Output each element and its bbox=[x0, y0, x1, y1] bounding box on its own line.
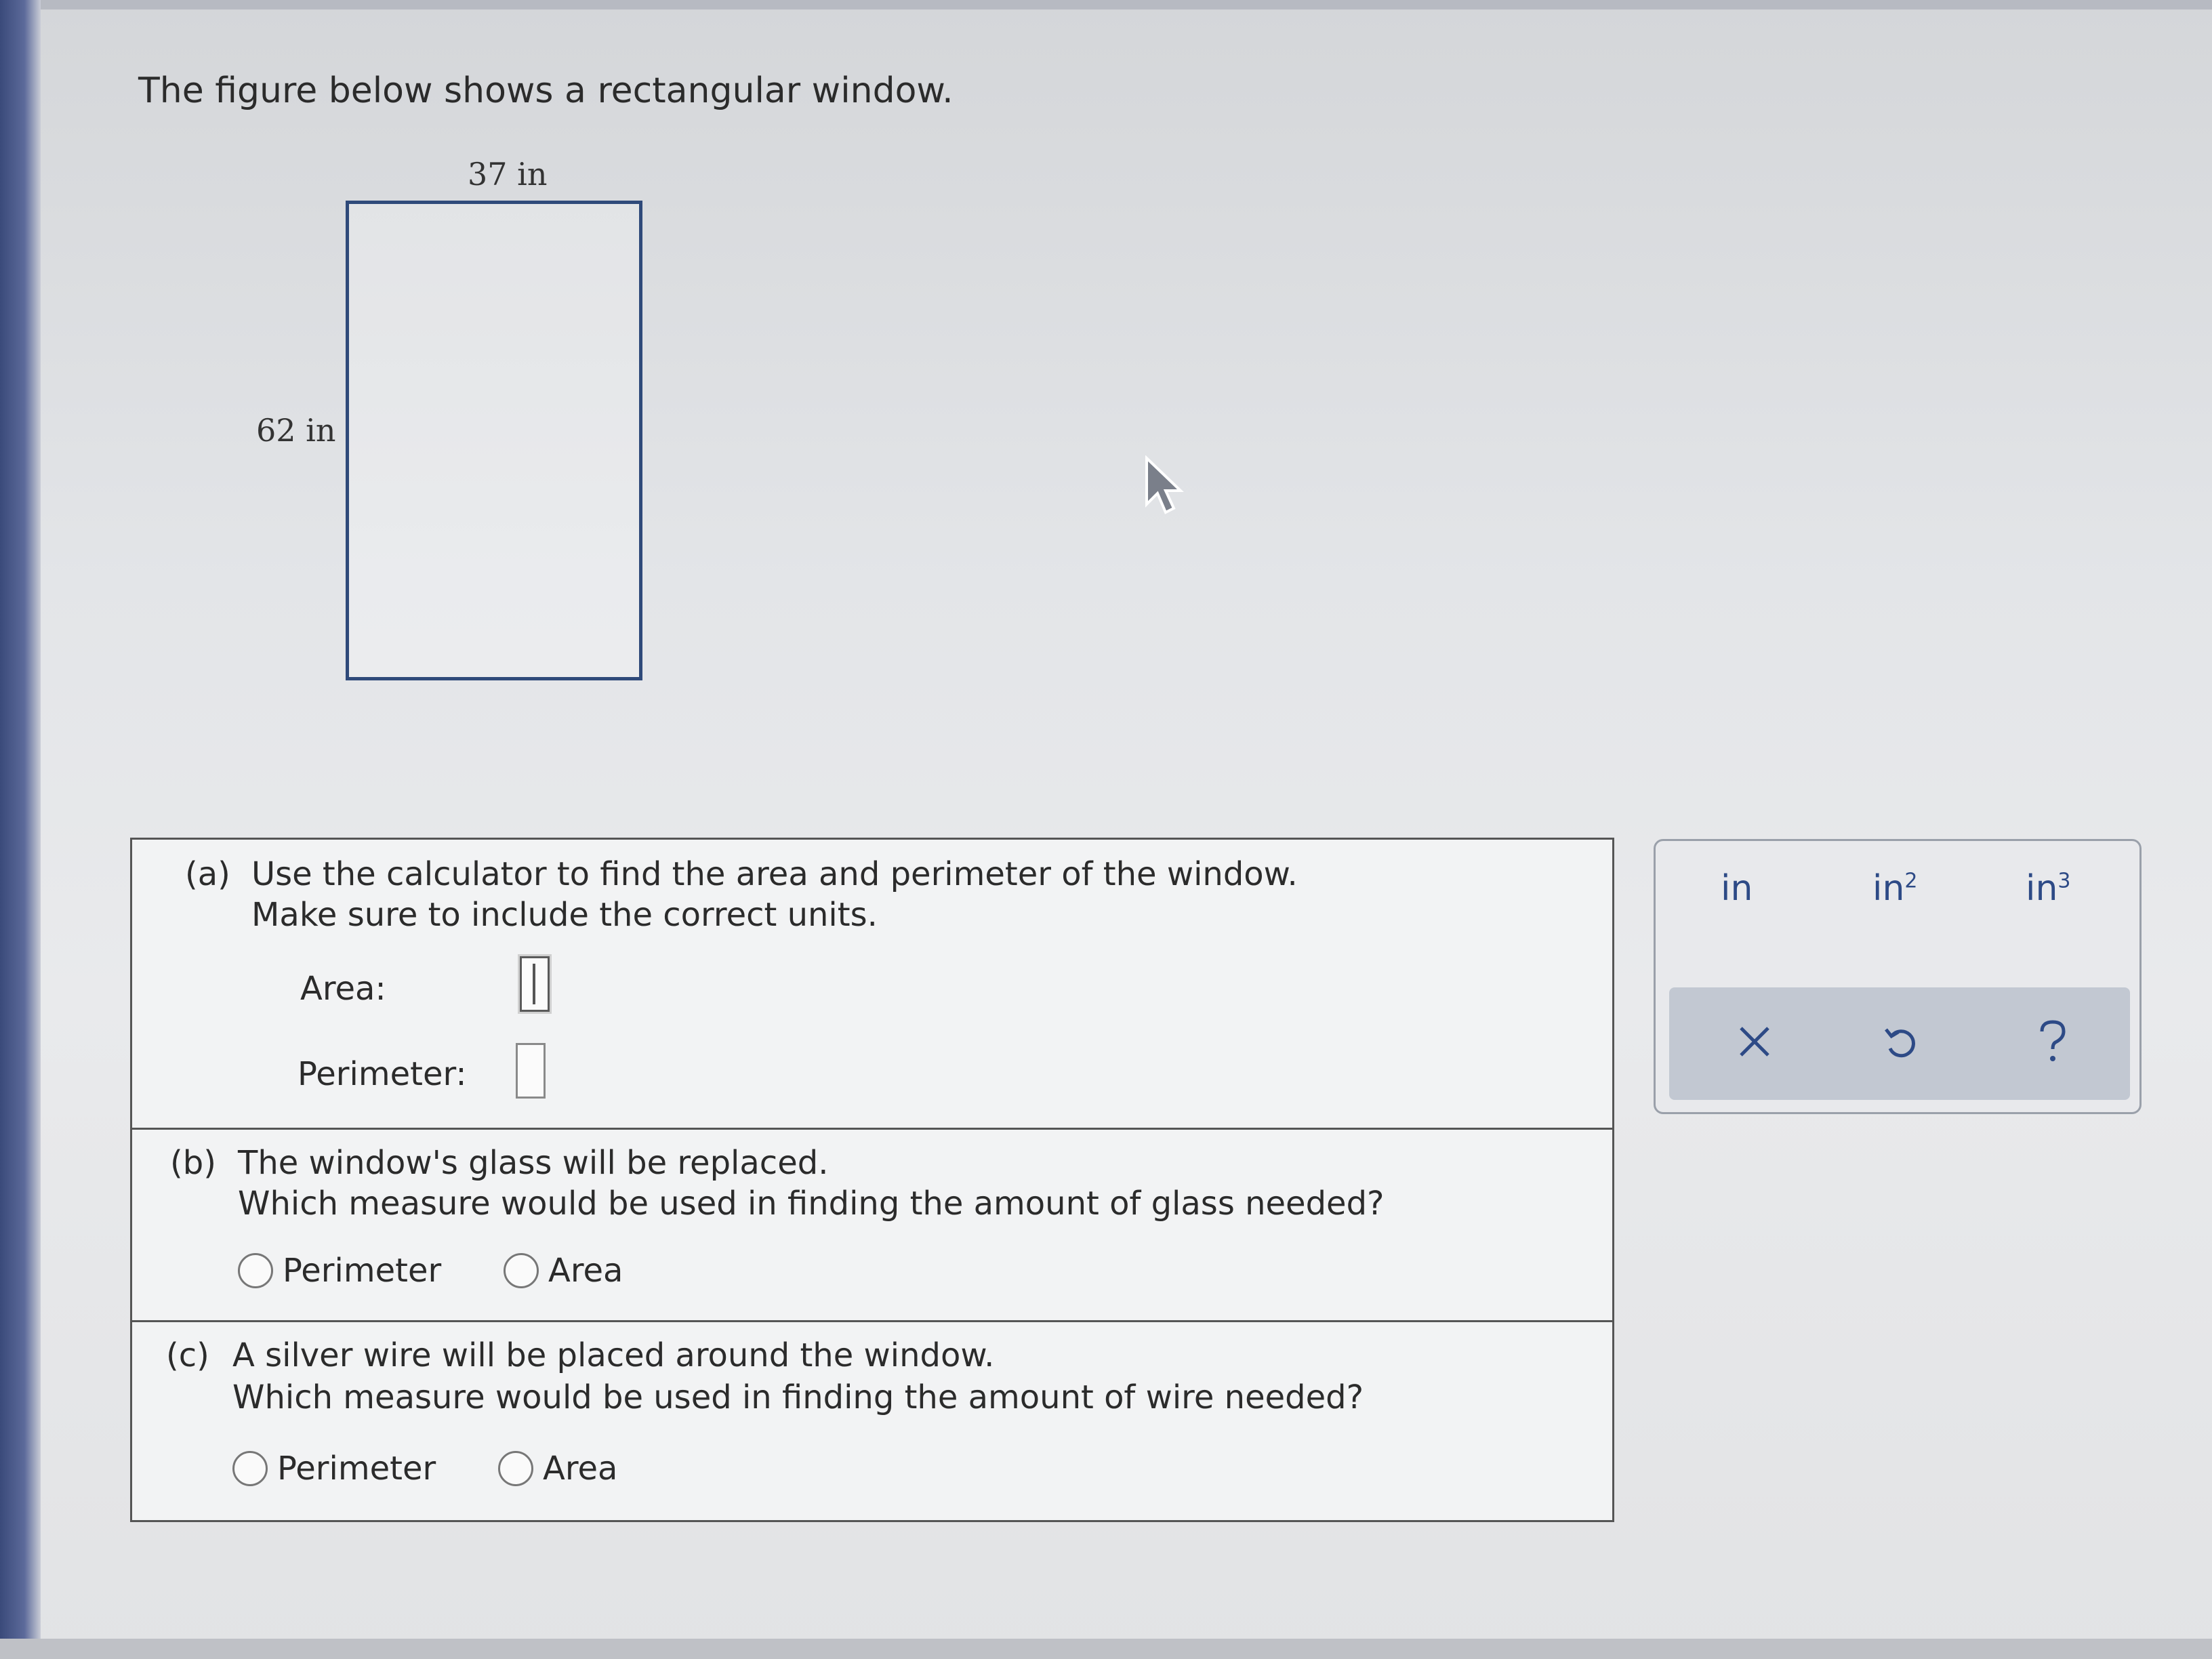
part-c-line2: Which measure would be used in finding the amount of wire needed? bbox=[232, 1378, 1364, 1416]
part-c-label: (c) bbox=[166, 1336, 209, 1374]
radio-icon[interactable] bbox=[238, 1253, 273, 1288]
unit-base: in bbox=[1721, 868, 1753, 909]
part-b-line2: Which measure would be used in finding the amount of glass needed? bbox=[238, 1185, 1385, 1223]
part-b-section bbox=[132, 1130, 1612, 1322]
part-c-perimeter-option[interactable] bbox=[232, 1450, 436, 1488]
unit-in-button[interactable] bbox=[1721, 868, 1753, 909]
screen-bottom-edge bbox=[0, 1639, 2212, 1659]
part-a-line2: Make sure to include the correct units. bbox=[251, 896, 878, 934]
unit-palette bbox=[1654, 839, 2142, 1114]
radio-icon[interactable] bbox=[504, 1253, 539, 1288]
window-rectangle bbox=[346, 201, 642, 680]
action-toolbar bbox=[1669, 987, 2130, 1100]
height-label: 62 in bbox=[256, 412, 336, 449]
undo-button[interactable] bbox=[1872, 1015, 1927, 1069]
part-c-section bbox=[132, 1322, 1612, 1520]
area-label: Area: bbox=[300, 970, 386, 1008]
width-label: 37 in bbox=[468, 156, 548, 192]
unit-base: in bbox=[1872, 868, 1905, 909]
option-label: Perimeter bbox=[283, 1252, 442, 1290]
part-a-section bbox=[132, 840, 1612, 1130]
problem-intro: The figure below shows a rectangular window. bbox=[138, 70, 954, 111]
close-icon bbox=[1736, 1023, 1774, 1061]
part-b-line1: The window's glass will be replaced. bbox=[238, 1144, 829, 1182]
screen-left-edge bbox=[0, 0, 41, 1659]
screen-top-edge bbox=[0, 0, 2212, 9]
option-label: Area bbox=[543, 1450, 618, 1488]
radio-icon[interactable] bbox=[232, 1451, 268, 1486]
part-c-area-option[interactable] bbox=[498, 1450, 617, 1488]
option-label: Perimeter bbox=[277, 1450, 436, 1488]
part-c-line1: A silver wire will be placed around the window. bbox=[232, 1336, 995, 1374]
unit-base: in bbox=[2026, 868, 2058, 909]
part-a-line1: Use the calculator to find the area and perimeter of the window. bbox=[251, 855, 1298, 893]
unit-in2-button[interactable] bbox=[1872, 868, 1918, 909]
part-b-perimeter-option[interactable] bbox=[238, 1252, 441, 1290]
questions-panel bbox=[130, 838, 1614, 1522]
part-b-area-option[interactable] bbox=[504, 1252, 623, 1290]
unit-exponent: 2 bbox=[1904, 869, 1918, 893]
help-icon bbox=[2034, 1018, 2072, 1065]
perimeter-label: Perimeter: bbox=[298, 1055, 467, 1093]
radio-icon[interactable] bbox=[498, 1451, 533, 1486]
option-label: Area bbox=[548, 1252, 623, 1290]
help-button[interactable] bbox=[2026, 1015, 2080, 1069]
clear-button[interactable] bbox=[1727, 1015, 1782, 1069]
part-a-label: (a) bbox=[185, 855, 230, 893]
window-figure bbox=[244, 149, 678, 705]
unit-exponent: 3 bbox=[2057, 869, 2071, 893]
area-input[interactable] bbox=[520, 956, 550, 1012]
unit-in3-button[interactable] bbox=[2026, 868, 2071, 909]
mouse-cursor-icon bbox=[1144, 455, 1185, 516]
perimeter-input[interactable] bbox=[516, 1043, 546, 1099]
part-b-label: (b) bbox=[170, 1144, 216, 1182]
undo-icon bbox=[1879, 1021, 1920, 1062]
